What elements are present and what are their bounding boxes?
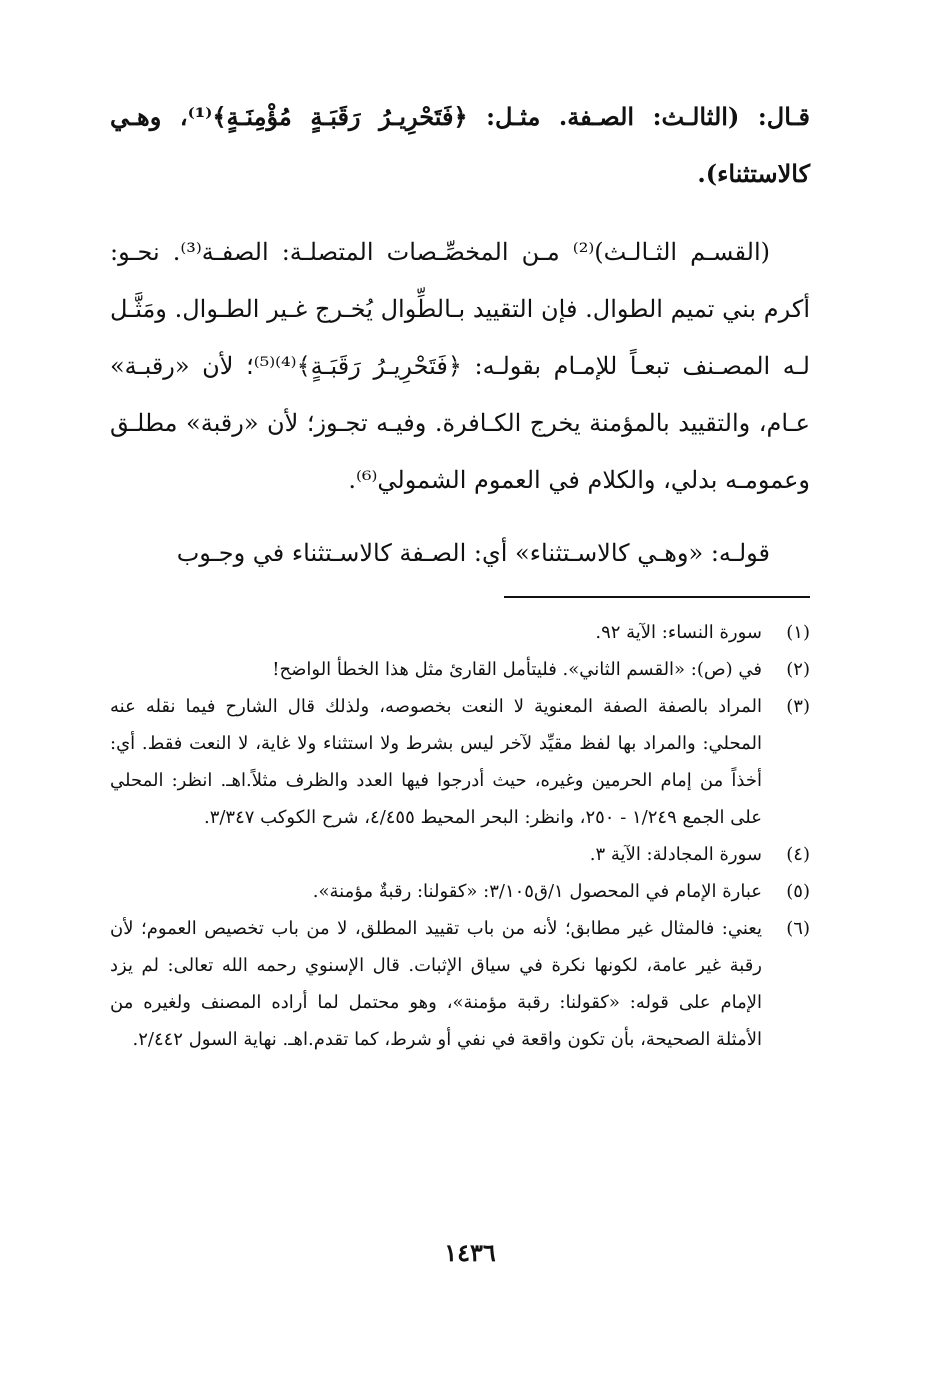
footnote-number: (٥) (786, 881, 810, 902)
footnote-text: سورة المجادلة: الآية ٣. (589, 844, 762, 865)
page-body (110, 88, 810, 1058)
footnote-item (110, 614, 810, 651)
footnote-number: (٤) (786, 844, 810, 865)
footnote-text: سورة النساء: الآية ٩٢. (595, 622, 762, 643)
page-number: ١٤٣٦ (444, 1238, 496, 1267)
footnote-item (110, 688, 810, 836)
footnote-item (110, 873, 810, 910)
commentary-text: (القسـم الثـالـث)⁽²⁾ مـن المخصِّـصات المتصلـة: الصفـة⁽³⁾. نحـو: أكرم بني تميم الطوال. فإن التقييد بـالطِّوال يُخـرج غـير الطـوال. ومَثَّـل لـه المصـنف تبعـاً للإمـام بقولـه: ﴿فَتَحْرِيـرُ رَقَبَـةٍ﴾⁽⁴⁾⁽⁵⁾؛ لأن «رقبـة» عـام، والتقييد بالمؤمنة يخرج الكـافرة. وفيـه تجـوز؛ لأن «رقبة» مطلـق وعمومـه بدلي، والكلام في العموم الشمولي⁽⁶⁾. (110, 238, 811, 494)
footnote-text: يعني: فالمثال غير مطابق؛ لأنه من باب تقييد المطلق، لا من باب تخصيص العموم؛ لأن رقبة غير عامة، لكونها نكرة في سياق الإثبات. قال الإسنوي رحمه الله تعالى: لم يزد الإمام على قوله: «كقولنا: رقبة مؤمنة»، وهو محتمل لما أراده المصنف ولغيره من الأمثلة الصحيحة، بأن تكون واقعة في نفي أو شرط، كما تقدم.اهـ. نهاية السول ٢/٤٤٢. (110, 918, 762, 1050)
footnote-item (110, 836, 810, 873)
matn-quote-paragraph: قـال: (الثالـث: الصـفة. مثـل: ﴿فَتَحْرِيـرُ رَقَبَـةٍ مُؤْمِنَـةٍ﴾⁽¹⁾، وهـي كالاستثناء). (110, 102, 811, 188)
footnote-text: في (ص): «القسم الثاني». فليتأمل القارئ مثل هذا الخطأ الواضح! (272, 659, 762, 680)
continuation-paragraph (110, 525, 810, 582)
footnote-number: (٦) (786, 918, 810, 939)
continuation-text: قولـه: «وهـي كالاسـتثناء» أي: الصـفة كالاسـتثناء في وجـوب (176, 539, 770, 567)
footnote-number: (٢) (786, 659, 810, 680)
footnote-number: (١) (786, 622, 810, 643)
footnotes-list (110, 614, 810, 1058)
commentary-paragraph (110, 224, 810, 509)
footnote-item (110, 910, 810, 1058)
footnote-item (110, 651, 810, 688)
footnote-text: المراد بالصفة الصفة المعنوية لا النعت بخصوصه، ولذلك قال الشارح فيما نقله عنه المحلي: والمراد بها لفظ مقيِّد لآخر ليس بشرط ولا استثناء ولا غاية، لا النعت فقط. أي: أخذاً من إمام الحرمين وغيره، حيث أدرجوا فيها العدد والظرف مثلاً.اهـ. انظر: المحلي على الجمع ١/٢٤٩ - ٢٥٠، وانظر: البحر المحيط ٤/٤٥٥، شرح الكوكب ٣/٣٤٧. (110, 696, 762, 828)
footnote-divider (504, 596, 810, 598)
footnote-text: عبارة الإمام في المحصول ١/ق٣/١٠٥: «كقولنا: رقبةٌ مؤمنة». (312, 881, 762, 902)
footnote-number: (٣) (786, 696, 810, 717)
